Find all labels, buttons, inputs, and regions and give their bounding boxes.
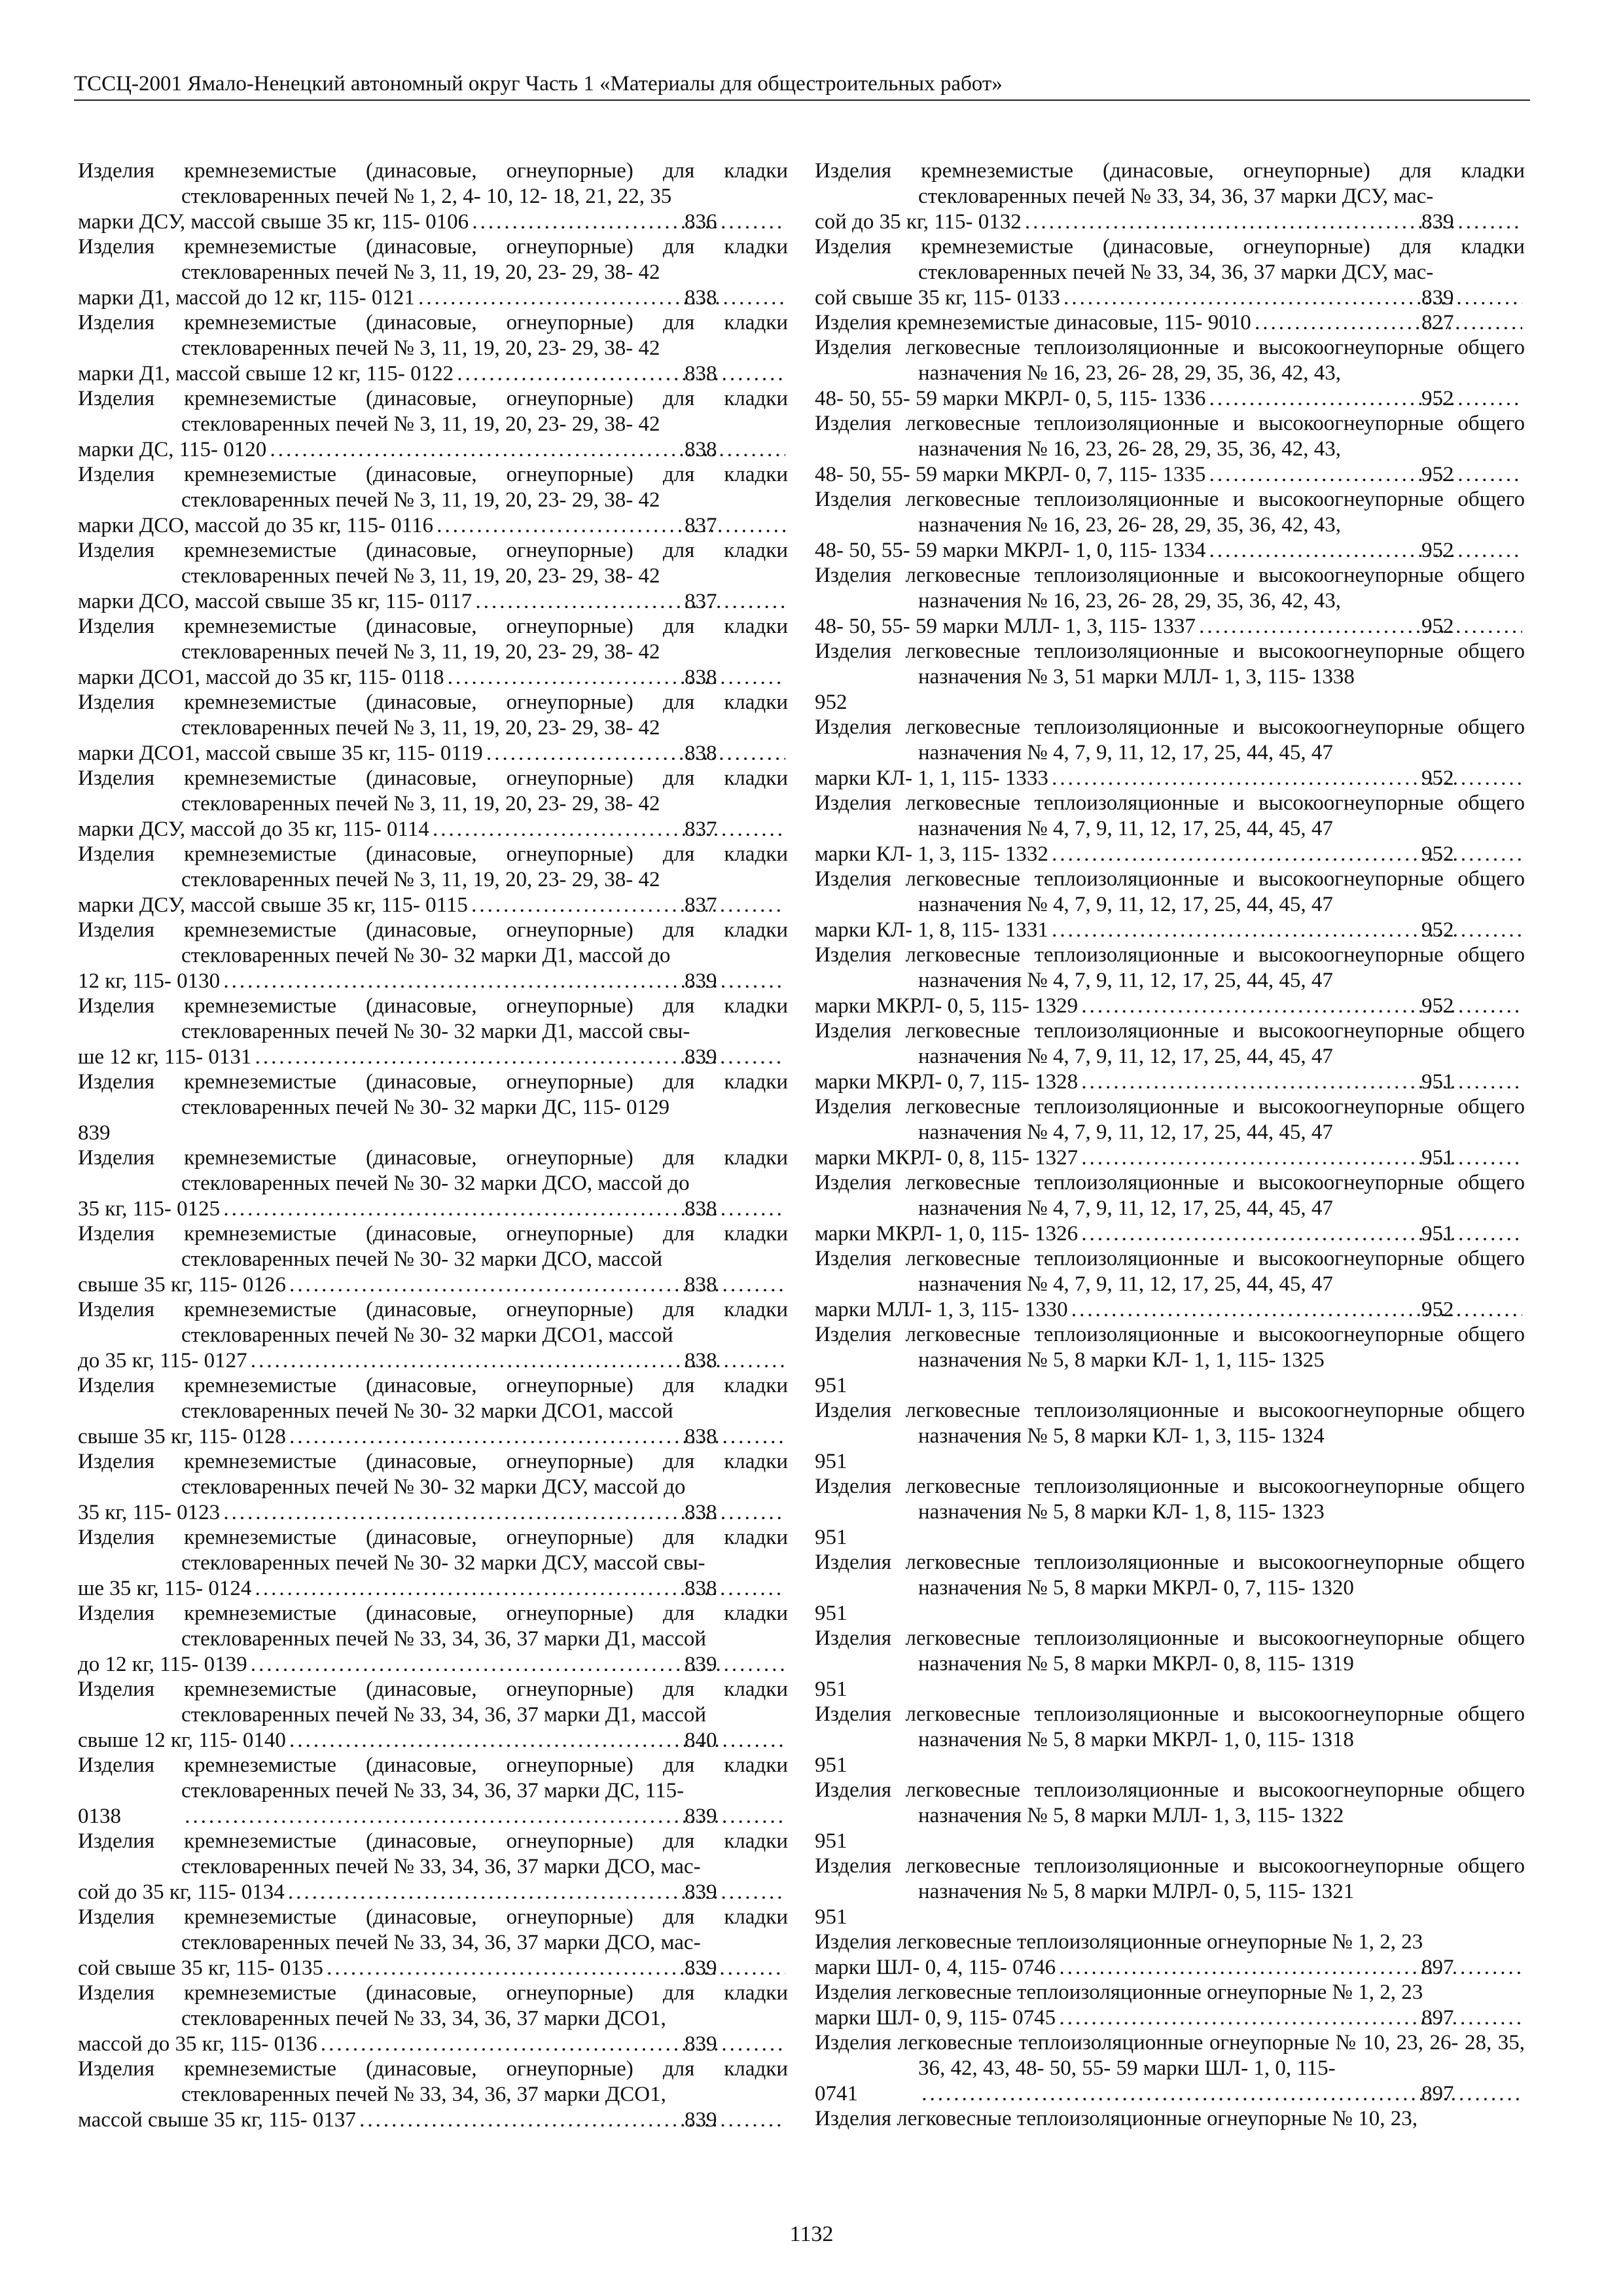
entry-text: Изделия легковесные теплоизоляционные и высокоогнеупорные общего назначения № 4, 7, 9, 11, 12, 17, 25, 44, 45, 47 — [815, 867, 1525, 916]
index-entry — [78, 462, 788, 539]
index-entry — [78, 1221, 788, 1298]
entry-tail: 48- 50, 55- 59 марки МКРЛ- 0, 7, 115- 1335 ..... 952 — [918, 462, 1525, 488]
entry-tail: 12 кг, 115- 0130 ..... 839 — [181, 969, 788, 994]
entry-tail-text: ше 35 кг, 115- 0124 — [78, 1577, 252, 1600]
index-entry — [815, 1929, 1525, 1981]
entry-text: Изделия кремнеземистые (динасовые, огнеупорные) для кладки стекловаренных печей № 33, 34, 36, 37 марки ДСО, мас- — [78, 1905, 788, 1954]
entry-tail-text: до 12 кг, 115- 0139 — [78, 1653, 247, 1676]
entry-text: Изделия кремнеземистые (динасовые, огнеупорные) для кладки стекловаренных печей № 30- 32 марки Д1, массой свы- — [78, 994, 788, 1043]
entry-text: Изделия кремнеземистые (динасовые, огнеупорные) для кладки стекловаренных печей № 30- 32 марки ДСУ, массой свы- — [78, 1526, 788, 1575]
index-entry — [78, 158, 788, 235]
entry-text: Изделия кремнеземистые (динасовые, огнеупорные) для кладки стекловаренных печей № 30- 32 марки ДСО, массой до — [78, 1146, 788, 1195]
page-number: 1132 — [789, 2222, 834, 2246]
entry-tail-text: массой свыше 35 кг, 115- 0137 — [78, 2108, 356, 2132]
entry-tail: марки МКРЛ- 1, 0, 115- 1326 ..... 951 — [918, 1221, 1525, 1247]
index-entry — [815, 158, 1525, 235]
entry-tail-text: Изделия кремнеземистые динасовые, 115- 9010 — [815, 311, 1251, 334]
entry-tail-text: марки МКРЛ- 1, 0, 115- 1326 — [815, 1222, 1079, 1246]
entry-tail-text: марки КЛ- 1, 8, 115- 1331 — [815, 918, 1048, 942]
entry-text: Изделия кремнеземистые (динасовые, огнеупорные) для кладки стекловаренных печей № 3, 11, 19, 20, 23- 29, 38- 42 — [78, 387, 788, 436]
dot-leader — [418, 285, 785, 311]
entry-page-ref: 951 — [815, 1450, 847, 1473]
entry-tail-text: 12 кг, 115- 0130 — [78, 969, 221, 993]
dot-leader — [1080, 1145, 1522, 1171]
entry-text: Изделия кремнеземистые (динасовые, огнеупорные) для кладки стекловаренных печей № 30- 32 марки ДСО1, массой — [78, 1374, 788, 1423]
entry-tail-text: сой свыше 35 кг, 115- 0133 — [815, 286, 1060, 310]
index-entry — [815, 1018, 1525, 1095]
entry-text: Изделия легковесные теплоизоляционные и высокоогнеупорные общего назначения № 4, 7, 9, 11, 12, 17, 25, 44, 45, 47 — [815, 715, 1525, 764]
entry-text: Изделия легковесные теплоизоляционные и высокоогнеупорные общего назначения № 5, 8 марки МКРЛ- 0, 7, 115- 1320 — [815, 1551, 1525, 1600]
entry-text: Изделия легковесные теплоизоляционные и высокоогнеупорные общего назначения № 4, 7, 9, 11, 12, 17, 25, 44, 45, 47 — [815, 1095, 1525, 1144]
entry-text: Изделия легковесные теплоизоляционные и высокоогнеупорные общего назначения № 5, 8 марки МЛРЛ- 0, 5, 115- 1321 — [815, 1854, 1525, 1903]
entry-page-ref: 951 — [815, 1753, 847, 1777]
entry-text: Изделия кремнеземистые (динасовые, огнеупорные) для кладки стекловаренных печей № 3, 11, 19, 20, 23- 29, 38- 42 — [78, 311, 788, 360]
entry-text: Изделия кремнеземистые (динасовые, огнеупорные) для кладки стекловаренных печей № 30- 32 марки ДСУ, массой до — [78, 1450, 788, 1499]
entry-tail: 0138 ..... 839 — [181, 1804, 788, 1829]
index-entry — [815, 715, 1525, 791]
entry-tail-text: Изделия легковесные теплоизоляционные огнеупорные № 10, 23, — [815, 2107, 1418, 2130]
entry-page-ref: 952 — [815, 691, 847, 714]
index-entry — [78, 614, 788, 691]
entry-tail: 48- 50, 55- 59 марки МКРЛ- 1, 0, 115- 1334 ..... 952 — [918, 538, 1525, 564]
dot-leader — [1071, 1297, 1522, 1323]
entry-tail: марки ДСУ, массой свыше 35 кг, 115- 0115 ..... 837 — [181, 893, 788, 918]
entry-text: Изделия легковесные теплоизоляционные и высокоогнеупорные общего назначения № 4, 7, 9, 11, 12, 17, 25, 44, 45, 47 — [815, 1019, 1525, 1068]
entry-tail-text: марки ДСО, массой свыше 35 кг, 115- 0117 — [78, 590, 473, 613]
index-entry — [78, 1753, 788, 1829]
index-entry — [815, 310, 1525, 336]
index-entry — [78, 842, 788, 918]
entry-text: Изделия кремнеземистые (динасовые, огнеупорные) для кладки стекловаренных печей № 30- 32 марки ДС, 115- 0129 — [78, 1070, 788, 1119]
entry-text: Изделия легковесные теплоизоляционные и высокоогнеупорные общего назначения № 4, 7, 9, 11, 12, 17, 25, 44, 45, 47 — [815, 1171, 1525, 1220]
entry-text: Изделия легковесные теплоизоляционные и высокоогнеупорные общего назначения № 5, 8 марки МКРЛ- 1, 0, 115- 1318 — [815, 1702, 1525, 1751]
entry-tail-text: до 35 кг, 115- 0127 — [78, 1349, 247, 1372]
entry-text: Изделия легковесные теплоизоляционные и высокоогнеупорные общего назначения № 16, 23, 26- 28, 29, 35, 36, 42, 43, — [815, 488, 1525, 537]
index-entry — [815, 1094, 1525, 1171]
entry-tail: марки МКРЛ- 0, 8, 115- 1327 ..... 951 — [918, 1145, 1525, 1171]
entry-text: Изделия легковесные теплоизоляционные и высокоогнеупорные общего назначения № 3, 51 марки МЛЛ- 1, 3, 115- 1338 — [815, 639, 1525, 689]
entry-tail-text: марки МКРЛ- 0, 7, 115- 1328 — [815, 1070, 1079, 1094]
entry-tail: марки ШЛ- 0, 9, 115- 0745 ..... 897 — [918, 2005, 1525, 2031]
entry-tail: свыше 35 кг, 115- 0128 ..... 838 — [181, 1424, 788, 1450]
entry-text: Изделия кремнеземистые (динасовые, огнеупорные) для кладки стекловаренных печей № 1, 2, 4- 10, 12- 18, 21, 22, 35 — [78, 159, 788, 208]
dot-leader — [447, 665, 785, 691]
page-header: ТССЦ-2001 Ямало-Ненецкий автономный округ Часть 1 «Материалы для общестроительных работ» — [74, 71, 1530, 101]
entry-tail: 48- 50, 55- 59 марки МЛЛ- 1, 3, 115- 1337 ..... 952 — [918, 614, 1525, 639]
dot-leader — [1080, 1069, 1522, 1095]
entry-text: Изделия кремнеземистые (динасовые, огнеупорные) для кладки стекловаренных печей № 33, 34, 36, 37 марки ДСО, мас- — [78, 1829, 788, 1878]
entry-tail-text: ше 12 кг, 115- 0131 — [78, 1045, 252, 1069]
entry-text: Изделия легковесные теплоизоляционные и высокоогнеупорные общего назначения № 16, 23, 26- 28, 29, 35, 36, 42, 43, — [815, 412, 1525, 461]
index-entry — [815, 1854, 1525, 1930]
entry-tail — [815, 2106, 1525, 2132]
dot-leader — [1198, 614, 1522, 639]
dot-leader — [432, 817, 785, 842]
dot-leader — [1254, 310, 1522, 336]
entry-tail: свыше 35 кг, 115- 0126 ..... 838 — [181, 1272, 788, 1298]
entry-tail: до 35 кг, 115- 0127 ..... 838 — [181, 1348, 788, 1374]
index-entry — [78, 1449, 788, 1526]
dot-leader — [1080, 994, 1522, 1019]
entry-tail-text: марки ДС, 115- 0120 — [78, 438, 267, 461]
entry-tail-text: марки ДСУ, массой до 35 кг, 115- 0114 — [78, 817, 429, 841]
entry-tail: марки МЛЛ- 1, 3, 115- 1330 ..... 952 — [918, 1297, 1525, 1323]
entry-tail-text: марки ДСО, массой до 35 кг, 115- 0116 — [78, 514, 434, 537]
entry-text: Изделия легковесные теплоизоляционные и высокоогнеупорные общего назначения № 5, 8 марки КЛ- 1, 1, 115- 1325 — [815, 1323, 1525, 1372]
entry-tail-text: свыше 35 кг, 115- 0128 — [78, 1425, 286, 1448]
index-entry — [78, 1145, 788, 1222]
entry-tail-text: 35 кг, 115- 0123 — [78, 1501, 221, 1524]
index-entry — [78, 1525, 788, 1602]
entry-text: Изделия легковесные теплоизоляционные и высокоогнеупорные общего назначения № 16, 23, 26- 28, 29, 35, 36, 42, 43, — [815, 336, 1525, 385]
entry-tail: марки КЛ- 1, 1, 115- 1333 ..... 952 — [918, 766, 1525, 791]
index-entry — [815, 1474, 1525, 1551]
entry-tail: марки Д1, массой до 12 кг, 115- 0121 ..... 838 — [181, 285, 788, 311]
entry-text: Изделия легковесные теплоизоляционные и высокоогнеупорные общего назначения № 4, 7, 9, 11, 12, 17, 25, 44, 45, 47 — [815, 791, 1525, 840]
entry-tail-text: марки ШЛ- 0, 4, 115- 0746 — [815, 1956, 1056, 1979]
entry-text: Изделия кремнеземистые (динасовые, огнеупорные) для кладки стекловаренных печей № 33, 34, 36, 37 марки ДСУ, мас- — [815, 159, 1525, 208]
index-entry — [815, 1170, 1525, 1247]
entry-tail: ше 12 кг, 115- 0131 ..... 839 — [181, 1045, 788, 1070]
index-entry — [815, 1778, 1525, 1854]
index-entry — [78, 766, 788, 842]
entry-tail-text: марки ДСО1, массой до 35 кг, 115- 0118 — [78, 666, 444, 689]
entry-tail: марки ДС, 115- 0120 ..... 838 — [181, 437, 788, 463]
index-entry — [78, 1829, 788, 1905]
entry-tail: 0741 ..... 897 — [918, 2081, 1525, 2107]
entry-tail: свыше 12 кг, 115- 0140 ..... 840 — [181, 1728, 788, 1753]
index-entry — [78, 918, 788, 994]
entry-text: Изделия кремнеземистые (динасовые, огнеупорные) для кладки стекловаренных печей № 3, 11, 19, 20, 23- 29, 38- 42 — [78, 235, 788, 284]
index-entry — [78, 690, 788, 766]
entry-tail-text: марки МЛЛ- 1, 3, 115- 1330 — [815, 1298, 1068, 1321]
index-entry — [815, 1246, 1525, 1323]
entry-text: Изделия кремнеземистые (динасовые, огнеупорные) для кладки стекловаренных печей № 33, 34, 36, 37 марки ДСО1, — [78, 2057, 788, 2106]
entry-tail: марки МКРЛ- 0, 7, 115- 1328 ..... 951 — [918, 1069, 1525, 1095]
index-entry — [815, 1322, 1525, 1399]
entry-page-ref: 951 — [815, 1526, 847, 1549]
entry-tail-text: марки МКРЛ- 0, 5, 115- 1329 — [815, 994, 1079, 1018]
index-entry — [815, 411, 1525, 488]
entry-tail: марки ДСО, массой свыше 35 кг, 115- 0117 ..... 837 — [181, 589, 788, 615]
dot-leader — [1208, 538, 1522, 564]
entry-tail: марки ДСУ, массой свыше 35 кг, 115- 0106 ..... 836 — [181, 209, 788, 235]
entry-text: Изделия легковесные теплоизоляционные и высокоогнеупорные общего назначения № 16, 23, 26- 28, 29, 35, 36, 42, 43, — [815, 564, 1525, 613]
index-entry — [78, 1677, 788, 1753]
entry-tail: сой до 35 кг, 115- 0134 ..... 839 — [181, 1880, 788, 1905]
entry-tail-text: сой свыше 35 кг, 115- 0135 — [78, 1956, 323, 1980]
index-entry — [815, 1980, 1525, 2031]
entry-tail: марки КЛ- 1, 3, 115- 1332 ..... 952 — [918, 842, 1525, 867]
dot-leader — [1208, 462, 1522, 488]
entry-tail-text: марки ДСО1, массой свыше 35 кг, 115- 0119 — [78, 742, 483, 765]
entry-text: Изделия кремнеземистые (динасовые, огнеупорные) для кладки стекловаренных печей № 3, 11, 19, 20, 23- 29, 38- 42 — [78, 615, 788, 664]
entry-tail: до 12 кг, 115- 0139 ..... 839 — [181, 1652, 788, 1677]
entry-tail-text: 48- 50, 55- 59 марки МКРЛ- 0, 5, 115- 1336 — [815, 387, 1206, 410]
index-entry — [815, 335, 1525, 412]
index-column-right — [815, 158, 1525, 2131]
dot-leader — [359, 2108, 785, 2133]
index-entry — [815, 639, 1525, 715]
index-entry — [815, 942, 1525, 1019]
entry-text: Изделия легковесные теплоизоляционные и высокоогнеупорные общего назначения № 4, 7, 9, 11, 12, 17, 25, 44, 45, 47 — [815, 1247, 1525, 1296]
index-entry — [78, 1373, 788, 1450]
index-entry — [78, 1905, 788, 1981]
entry-tail-text: свыше 35 кг, 115- 0126 — [78, 1273, 286, 1297]
index-entry — [78, 1297, 788, 1374]
index-entry — [815, 2030, 1525, 2107]
index-entry — [815, 1550, 1525, 1626]
entry-text: Изделия легковесные теплоизоляционные огнеупорные № 1, 2, 23 — [815, 1930, 1423, 1954]
index-entry — [78, 994, 788, 1070]
entry-tail-text: свыше 12 кг, 115- 0140 — [78, 1729, 286, 1752]
entry-text: Изделия легковесные теплоизоляционные огнеупорные № 1, 2, 23 — [815, 1981, 1423, 2004]
entry-text: Изделия кремнеземистые (динасовые, огнеупорные) для кладки стекловаренных печей № 33, 34, 36, 37 марки Д1, массой — [78, 1602, 788, 1651]
entry-text: Изделия кремнеземистые (динасовые, огнеупорные) для кладки стекловаренных печей № 3, 11, 19, 20, 23- 29, 38- 42 — [78, 766, 788, 816]
index-entry — [78, 2056, 788, 2133]
entry-tail: марки ШЛ- 0, 4, 115- 0746 ..... 897 — [918, 1955, 1525, 1981]
entry-tail-text: 48- 50, 55- 59 марки МКРЛ- 1, 0, 115- 1334 — [815, 539, 1206, 562]
entry-tail-text: марки ДСУ, массой свыше 35 кг, 115- 0115 — [78, 893, 468, 917]
index-entry — [78, 386, 788, 463]
entry-tail: марки Д1, массой свыше 12 кг, 115- 0122 ..... 838 — [181, 361, 788, 387]
entry-tail-text: 35 кг, 115- 0125 — [78, 1197, 221, 1221]
entry-page-ref: 951 — [815, 1374, 847, 1397]
entry-tail-text: марки МКРЛ- 0, 8, 115- 1327 — [815, 1146, 1079, 1170]
entry-tail: массой свыше 35 кг, 115- 0137 ..... 839 — [181, 2108, 788, 2133]
entry-tail-text: марки ДСУ, массой свыше 35 кг, 115- 0106 — [78, 210, 469, 234]
entry-tail: марки КЛ- 1, 8, 115- 1331 ..... 952 — [918, 918, 1525, 943]
index-entry — [815, 487, 1525, 564]
index-entry — [78, 538, 788, 615]
entry-page-ref: 951 — [815, 1905, 847, 1929]
index-entry — [78, 1601, 788, 1677]
index-entry — [815, 234, 1525, 311]
dot-leader — [456, 361, 785, 387]
dot-leader — [1208, 386, 1522, 412]
entry-tail-text: марки ШЛ- 0, 9, 115- 0745 — [815, 2006, 1056, 2030]
entry-text: Изделия кремнеземистые (динасовые, огнеупорные) для кладки стекловаренных печей № 30- 32 марки Д1, массой до — [78, 918, 788, 967]
entry-tail-text: массой до 35 кг, 115- 0136 — [78, 2032, 317, 2056]
entry-text: Изделия легковесные теплоизоляционные огнеупорные № 10, 23, 26- 28, 35, 36, 42, 43, 48- 50, 55- 59 марки ШЛ- 1, 0, 115- — [815, 2031, 1525, 2080]
entry-tail-text: марки Д1, массой свыше 12 кг, 115- 0122 — [78, 362, 454, 386]
entry-tail: массой до 35 кг, 115- 0136 ..... 839 — [181, 2032, 788, 2057]
entry-page-ref: 951 — [815, 1602, 847, 1625]
entry-tail: сой до 35 кг, 115- 0132 ..... 839 — [918, 209, 1525, 235]
dot-leader — [471, 209, 785, 235]
entry-tail-text: марки КЛ- 1, 1, 115- 1333 — [815, 766, 1048, 790]
entry-text: Изделия кремнеземистые (динасовые, огнеупорные) для кладки стекловаренных печей № 3, 11, 19, 20, 23- 29, 38- 42 — [78, 691, 788, 740]
index-entry — [815, 867, 1525, 943]
index-entry — [815, 563, 1525, 639]
index-entry — [815, 791, 1525, 867]
index-entry — [78, 1069, 788, 1146]
entry-page-ref: 951 — [815, 1677, 847, 1701]
entry-tail: ше 35 кг, 115- 0124 ..... 838 — [181, 1576, 788, 1602]
dot-leader — [486, 741, 785, 766]
entry-page-ref: 951 — [815, 1829, 847, 1853]
entry-tail: Изделия кремнеземистые динасовые, 115- 9010 ..... 827 — [918, 310, 1525, 336]
entry-text: Изделия кремнеземистые (динасовые, огнеупорные) для кладки стекловаренных печей № 33, 34, 36, 37 марки ДСО1, — [78, 1981, 788, 2030]
entry-tail-text: сой до 35 кг, 115- 0134 — [78, 1880, 285, 1904]
entry-text: Изделия кремнеземистые (динасовые, огнеупорные) для кладки стекловаренных печей № 33, 34, 36, 37 марки Д1, массой — [78, 1677, 788, 1727]
entry-tail-text: сой до 35 кг, 115- 0132 — [815, 210, 1022, 234]
entry-text: Изделия легковесные теплоизоляционные и высокоогнеупорные общего назначения № 5, 8 марки КЛ- 1, 8, 115- 1323 — [815, 1475, 1525, 1524]
index-entry — [78, 310, 788, 387]
entry-tail: марки ДСО1, массой до 35 кг, 115- 0118 ..... 838 — [181, 665, 788, 691]
dot-leader — [471, 893, 785, 918]
entry-tail: 48- 50, 55- 59 марки МКРЛ- 0, 5, 115- 1336 ..... 952 — [918, 386, 1525, 412]
entry-tail: марки МКРЛ- 0, 5, 115- 1329 ..... 952 — [918, 994, 1525, 1019]
index-column-left — [78, 158, 788, 2132]
index-entry — [815, 1702, 1525, 1778]
entry-tail-text: марки Д1, массой до 12 кг, 115- 0121 — [78, 286, 415, 310]
entry-tail: марки ДСО1, массой свыше 35 кг, 115- 0119 ..... 838 — [181, 741, 788, 766]
entry-text: Изделия легковесные теплоизоляционные и высокоогнеупорные общего назначения № 5, 8 марки МЛЛ- 1, 3, 115- 1322 — [815, 1778, 1525, 1827]
entry-text: Изделия кремнеземистые (динасовые, огнеупорные) для кладки стекловаренных печей № 33, 34, 36, 37 марки ДС, 115- — [78, 1753, 788, 1803]
entry-tail-text: 48- 50, 55- 59 марки МЛЛ- 1, 3, 115- 1337 — [815, 615, 1196, 638]
entry-text: Изделия кремнеземистые (динасовые, огнеупорные) для кладки стекловаренных печей № 3, 11, 19, 20, 23- 29, 38- 42 — [78, 539, 788, 588]
entry-tail: марки ДСУ, массой до 35 кг, 115- 0114 ..... 837 — [181, 817, 788, 842]
entry-tail: марки ДСО, массой до 35 кг, 115- 0116 ..... 837 — [181, 513, 788, 539]
entry-text: Изделия кремнеземистые (динасовые, огнеупорные) для кладки стекловаренных печей № 30- 32 марки ДСО1, массой — [78, 1298, 788, 1347]
index-entry — [815, 2106, 1525, 2132]
index-entry — [815, 1398, 1525, 1475]
entry-page-ref: 839 — [78, 1121, 111, 1145]
index-entry — [815, 1626, 1525, 1702]
dot-leader — [474, 589, 785, 615]
entry-tail: 35 кг, 115- 0123 ..... 838 — [181, 1500, 788, 1526]
entry-text: Изделия кремнеземистые (динасовые, огнеупорные) для кладки стекловаренных печей № 3, 11, 19, 20, 23- 29, 38- 42 — [78, 842, 788, 891]
entry-tail-text: 48- 50, 55- 59 марки МКРЛ- 0, 7, 115- 1335 — [815, 463, 1206, 486]
entry-tail: сой свыше 35 кг, 115- 0133 ..... 839 — [918, 285, 1525, 311]
index-entry — [78, 1981, 788, 2057]
entry-text: Изделия легковесные теплоизоляционные и высокоогнеупорные общего назначения № 5, 8 марки КЛ- 1, 3, 115- 1324 — [815, 1399, 1525, 1448]
dot-leader — [436, 513, 785, 539]
entry-text: Изделия кремнеземистые (динасовые, огнеупорные) для кладки стекловаренных печей № 33, 34, 36, 37 марки ДСУ, мас- — [815, 235, 1525, 284]
entry-text: Изделия легковесные теплоизоляционные и высокоогнеупорные общего назначения № 4, 7, 9, 11, 12, 17, 25, 44, 45, 47 — [815, 943, 1525, 992]
entry-text: Изделия кремнеземистые (динасовые, огнеупорные) для кладки стекловаренных печей № 3, 11, 19, 20, 23- 29, 38- 42 — [78, 463, 788, 512]
entry-tail: сой свыше 35 кг, 115- 0135 ..... 839 — [181, 1956, 788, 1981]
entry-text: Изделия легковесные теплоизоляционные и высокоогнеупорные общего назначения № 5, 8 марки МКРЛ- 0, 8, 115- 1319 — [815, 1626, 1525, 1676]
index-entry — [78, 234, 788, 311]
dot-leader — [1080, 1221, 1522, 1247]
entry-text: Изделия кремнеземистые (динасовые, огнеупорные) для кладки стекловаренных печей № 30- 32 марки ДСО, массой — [78, 1222, 788, 1271]
entry-tail: 35 кг, 115- 0125 ..... 838 — [181, 1196, 788, 1222]
entry-tail-text: марки КЛ- 1, 3, 115- 1332 — [815, 842, 1048, 866]
